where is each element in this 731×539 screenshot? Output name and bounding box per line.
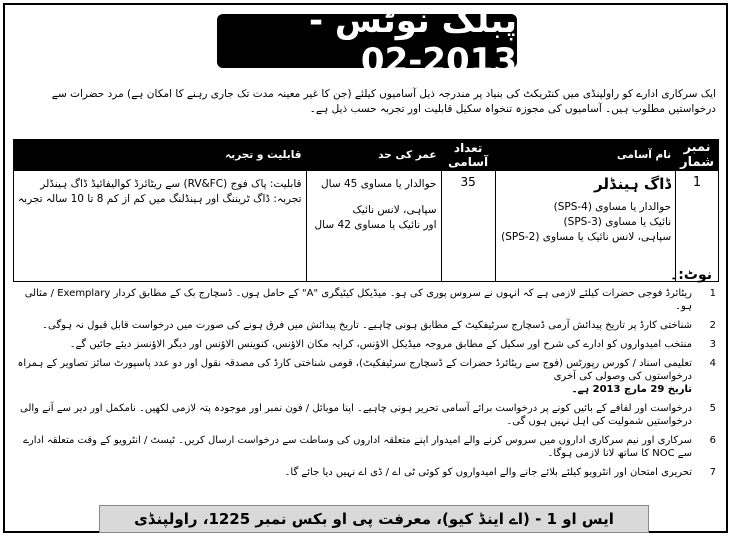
note-text: ریٹائرڈ فوجی حضرات کیلئے لازمی ہے کہ انہوں نے سروس پوری کی ہو۔ میڈیکل کیٹیگری "A" کے حامل ہوں۔ ڈسچارج بک کے مطابق کردار Exemplary / مثالی ہو۔ — [24, 288, 692, 312]
note-text: شناختی کارڈ پر تاریخ پیدائش آرمی ڈسچارج سرٹیفکیٹ کے مطابق ہونی چاہیے۔ تاریخ پیدائش میں فرق ہونے کی صورت میں درخواست قابل قبول نہ ہوگی۔ — [42, 320, 692, 331]
deadline-date: تاریخ 29 مارچ 2013 ہے۔ — [571, 384, 692, 395]
list-item — [15, 357, 716, 396]
notice-title: پبلک نوٹس - 2013-02 — [217, 14, 517, 68]
grade-line: سپاہی، لانس نائیک یا مساوی (SPS-2) — [501, 231, 672, 243]
notes-heading: نوٹ:۔ — [670, 267, 712, 283]
list-item — [15, 319, 716, 332]
list-item — [15, 287, 716, 313]
row-count: 35 — [441, 171, 495, 282]
note-number: 4 — [709, 358, 716, 369]
grade-line: نائیک یا مساوی (SPS-3) — [563, 216, 672, 228]
grade-line: حوالدار یا مساوی (SPS-4) — [553, 201, 672, 213]
vacancy-table — [13, 139, 719, 282]
public-notice — [3, 3, 728, 533]
header-post-name: نام آسامی — [495, 140, 675, 171]
notes-list — [15, 287, 716, 485]
header-age-limit: عمر کی حد — [306, 140, 441, 171]
note-text: تحریری امتحان اور انٹرویو کیلئے بلائے جانے والے امیدواروں کو کوئی ٹی اے / ڈی اے نہیں دیا جائے گا۔ — [284, 467, 692, 478]
header-serial: نمبر شمار — [676, 140, 719, 171]
note-number: 2 — [709, 320, 716, 331]
list-item — [15, 402, 716, 428]
row-serial: 1 — [676, 171, 719, 282]
note-number: 5 — [709, 403, 716, 414]
table-header-row — [14, 140, 719, 171]
list-item — [15, 466, 716, 479]
age-line: حوالدار یا مساوی 45 سال — [321, 178, 437, 190]
age-line: اور نائیک یا مساوی 42 سال — [314, 219, 437, 231]
list-item — [15, 434, 716, 460]
table-row — [14, 171, 719, 282]
row-age — [306, 171, 441, 282]
list-item — [15, 338, 716, 351]
note-text: درخواست اور لفافے کے بائیں کونے پر درخواست برائے آسامی تحریر ہونی چاہیے۔ اپنا موبائل / فون نمبر اور موجودہ پتہ لازمی لکھیں۔ نامکمل اور دیر سے آنے والی درخواستیں شمولیت کی اہل نہیں ہوں گی۔ — [20, 403, 692, 427]
contact-address: ایس او 1 - (اے اینڈ کیو)، معرفت پی او بکس نمبر 1225، راولپنڈی — [99, 505, 649, 533]
note-text: سرکاری اور نیم سرکاری اداروں میں سروس کرنے والے امیدوار اپنے متعلقہ اداروں کی وساطت سے درخواست ارسال کریں۔ ٹیسٹ / انٹرویو کے وقت متعلقہ ادارے سے NOC کا ساتھ لانا لازمی ہوگا۔ — [23, 435, 692, 459]
intro-paragraph: ایک سرکاری ادارے کو راولپنڈی میں کنٹریکٹ کی بنیاد پر مندرجہ ذیل آسامیوں کیلئے (جن کا غیر معینہ مدت تک جاری رہنے کا امکان ہے) مرد حضرات سے درخواستیں مطلوب ہیں۔ آسامیوں کی مجوزہ تنخواہ سکیل قابلیت اور تجربہ حسب ذیل ہے۔ — [51, 88, 716, 115]
post-title: ڈاگ ہینڈلر — [594, 175, 672, 193]
qualification-line: قابلیت: پاک فوج (RV&FC) سے ریٹائرڈ کوالیفائیڈ ڈاگ ہینڈلر — [40, 178, 302, 190]
note-number: 7 — [709, 467, 716, 478]
age-line: سپاہی، لانس نائیک — [352, 204, 437, 216]
note-number: 3 — [709, 339, 716, 350]
experience-line: تجربہ: ڈاگ ٹریننگ اور ہینڈلنگ میں کم از کم 8 تا 10 سالہ تجربہ — [18, 193, 302, 205]
header-qualification: قابلیت و تجربہ — [14, 140, 307, 171]
header-count: تعداد آسامی — [441, 140, 495, 171]
row-qualification — [14, 171, 307, 282]
note-text-block — [15, 357, 696, 396]
note-text: منتخب امیدواروں کو ادارے کی شرح اور سکیل کے مطابق مروجہ میڈیکل الاؤنس، کرایہ مکان الاؤنس، کنوینس الاؤنس اور دیگر الاؤنسز دیئے جائیں گے۔ — [69, 339, 692, 350]
row-post — [495, 171, 675, 282]
note-number: 6 — [709, 435, 716, 446]
note-text: تعلیمی اسناد / کورس رپورٹس (فوج سے ریٹائرڈ حضرات کے ڈسچارج سرٹیفکیٹ)، قومی شناختی کارڈ کی مصدقہ نقول اور دو عدد پاسپورٹ سائز تصاویر کے ہمراہ درخواستوں کی وصولی کی آخری — [17, 358, 692, 382]
note-number: 1 — [709, 288, 716, 299]
